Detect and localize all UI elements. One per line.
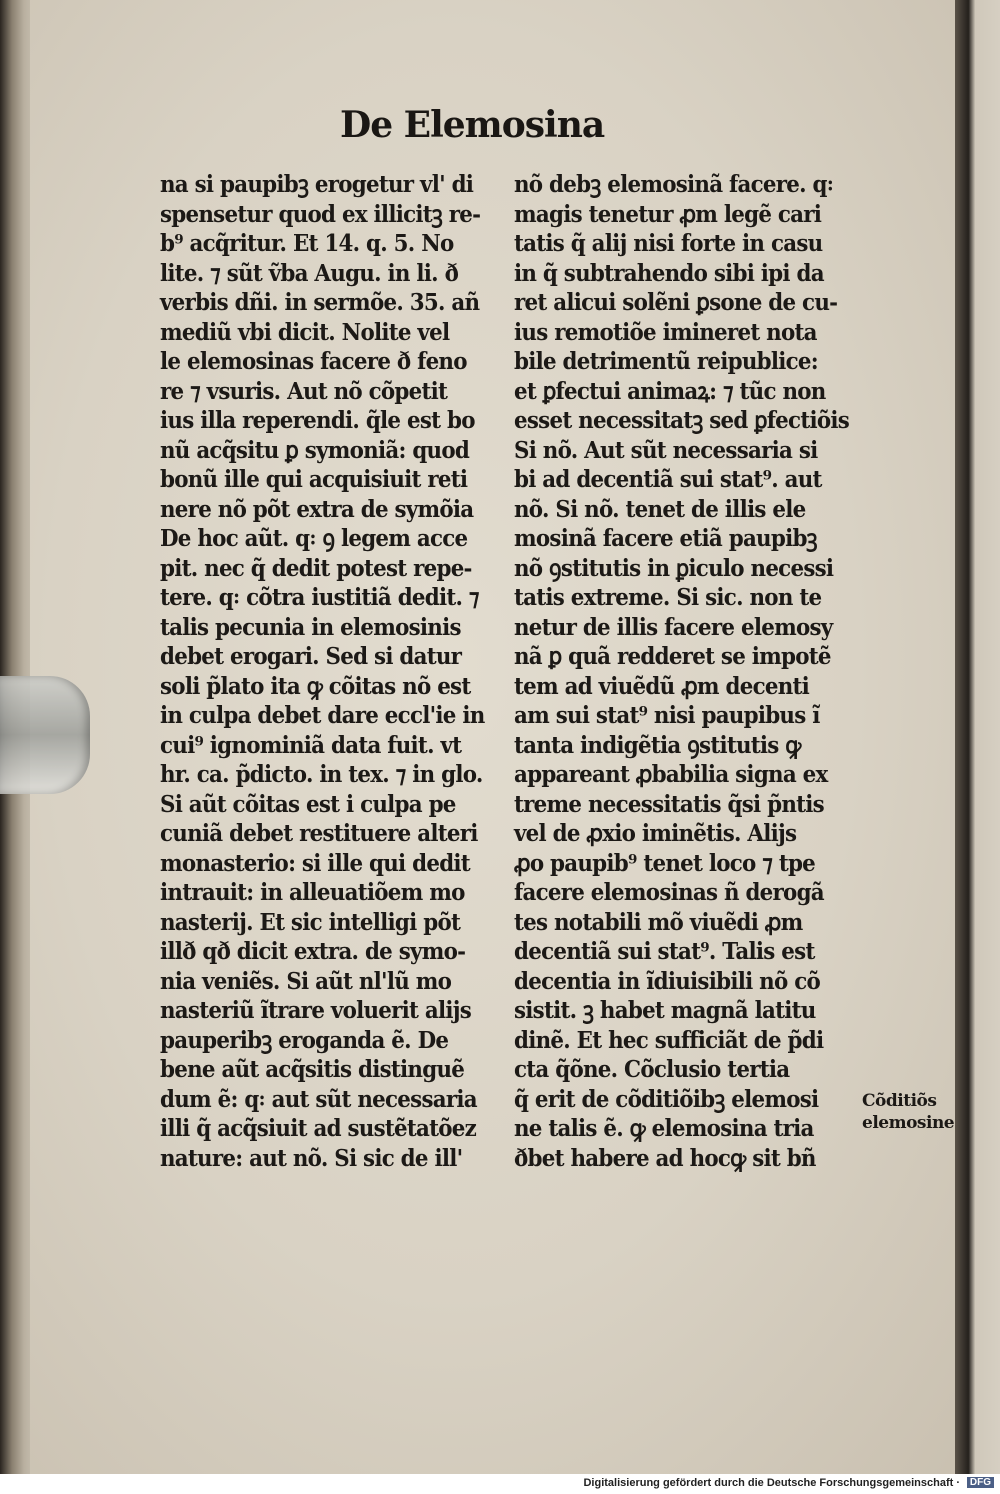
- text-line: esset necessitatꝫ sed ꝑfectiõis: [514, 407, 850, 434]
- text-line: debet erogari. Sed si datur: [160, 643, 462, 670]
- text-line: tem ad viuẽdũ ꝓm decenti: [514, 672, 810, 700]
- text-line: ret alicui solẽni ꝑsone de cu-: [514, 289, 838, 316]
- text-line: bile detrimentũ reipublice:: [514, 348, 818, 375]
- footer-bar: [0, 1474, 1000, 1494]
- text-line: dum ẽ: q꞉ aut sũt necessaria: [160, 1085, 477, 1113]
- text-line: pit. nec q̃ dedit potest repe-: [160, 554, 472, 582]
- text-line: verbis dñi. in sermõe. 35. añ: [160, 289, 480, 316]
- text-line: et ꝑfectui animaꝝ: ⁊ tũc non: [514, 377, 826, 405]
- text-line: nõ. Si nõ. tenet de illis ele: [514, 495, 806, 523]
- text-line: lite. ⁊ sũt ṽba Augu. in li. ð: [160, 259, 459, 287]
- text-line: talis pecunia in elemosinis: [160, 613, 461, 641]
- text-line: nã ꝑ quã redderet se impotẽ: [514, 643, 831, 670]
- text-line: dinẽ. Et hec sufficiãt de p̃di: [514, 1026, 824, 1054]
- text-line: mosinã facere etiã paupibꝫ: [514, 525, 817, 552]
- text-line: Si nõ. Aut sũt necessaria si: [514, 436, 818, 464]
- margin-note-line: Cõditiõs: [862, 1091, 937, 1111]
- text-line: bene aũt acq̃sitis distinguẽ: [160, 1056, 465, 1083]
- text-column-right: [514, 170, 864, 1173]
- text-line: in q̃ subtrahendo sibi ipi da: [514, 259, 824, 287]
- text-line: nature: aut nõ. Si sic de ill': [160, 1144, 463, 1172]
- text-line: le elemosinas facere ð feno: [160, 348, 467, 375]
- text-line: mediũ vbi dicit. Nolite vel: [160, 318, 450, 346]
- margin-note-line: elemosine: [862, 1113, 955, 1133]
- text-line: tere. q꞉ cõtra iustitiã dedit. ⁊: [160, 584, 479, 611]
- text-line: hr. ca. p̃dicto. in tex. ⁊ in glo.: [160, 761, 483, 788]
- text-line: tatis extreme. Si sic. non te: [514, 584, 822, 611]
- text-line: nia veniẽs. Si aũt nl'lũ mo: [160, 967, 452, 995]
- dfg-logo: DFG: [967, 1477, 994, 1488]
- text-line: illi q̃ acq̃siuit ad sustẽtatõez: [160, 1115, 477, 1142]
- text-line: nũ acq̃situ ꝑ symoniã: quod: [160, 436, 470, 464]
- funding-credit: Digitalisierung gefördert durch die Deutsche Forschungsgemeinschaft ·: [583, 1477, 960, 1489]
- text-line: am sui stat⁹ nisi paupibus ĩ: [514, 702, 820, 729]
- running-title: De Elemosina: [340, 104, 605, 146]
- text-line: tes notabili mõ viuẽdi ꝓm: [514, 908, 803, 936]
- text-line: vel de ꝓxio iminẽtis. Alijs: [514, 820, 797, 847]
- text-line: re ⁊ vsuris. Aut nõ cõpetit: [160, 377, 448, 405]
- text-line: ꝓo paupib⁹ tenet loco ⁊ tpe: [514, 849, 816, 877]
- text-line: sistit. ꝫ habet magnã latitu: [514, 997, 816, 1024]
- next-page-edge: [955, 0, 1000, 1474]
- text-line: tanta indigẽtia ꝯstitutis ꝙ: [514, 731, 801, 759]
- text-line: decentia in ĩdiuisibili nõ cõ: [514, 967, 821, 995]
- text-line: nõ ꝯstitutis in ꝑiculo necessi: [514, 554, 834, 582]
- text-line: tatis q̃ alij nisi forte in casu: [514, 230, 823, 257]
- text-line: spensetur quod ex illicitꝫ re-: [160, 200, 481, 228]
- text-line: Si aũt cõitas est i culpa pe: [160, 790, 456, 818]
- text-line: treme necessitatis q̃si p̃ntis: [514, 790, 824, 818]
- text-line: ius illa reperendi. q̃le est bo: [160, 407, 475, 434]
- text-line: q̃ erit de cõditiõibꝫ elemosi: [514, 1085, 819, 1113]
- text-line: in culpa debet dare eccl'ie in: [160, 702, 485, 729]
- text-line: cuniã debet restituere alteri: [160, 820, 478, 847]
- text-line: bonũ ille qui acquisiuit reti: [160, 466, 468, 493]
- text-line: ne talis ẽ. ꝙ elemosina tria: [514, 1115, 814, 1142]
- margin-note: [862, 1090, 954, 1134]
- text-line: facere elemosinas ñ derogã: [514, 879, 824, 906]
- text-line: na si paupibꝫ erogetur vl' di: [160, 171, 474, 198]
- book-clasp: [0, 676, 90, 794]
- text-line: pauperibꝫ eroganda ẽ. De: [160, 1026, 449, 1054]
- text-line: illð qð dicit extra. de symo-: [160, 938, 466, 965]
- text-line: soli p̃lato ita ꝙ cõitas nõ est: [160, 672, 471, 700]
- text-line: ius remotiõe imineret nota: [514, 318, 817, 346]
- text-line: intrauit: in alleuatiõem mo: [160, 879, 465, 906]
- text-line: cta q̃õne. Cõclusio tertia: [514, 1056, 790, 1083]
- text-column-left: [160, 170, 510, 1173]
- text-line: nere nõ põt extra de symõia: [160, 495, 474, 523]
- text-line: b⁹ acq̃ritur. Et 14. q. 5. No: [160, 230, 454, 257]
- text-line: ðbet habere ad hocꝙ sit bñ: [514, 1144, 816, 1172]
- text-line: decentiã sui stat⁹. Talis est: [514, 938, 815, 965]
- text-line: nasteriũ ĩtrare voluerit alijs: [160, 997, 472, 1024]
- text-line: netur de illis facere elemosy: [514, 613, 833, 641]
- text-line: nõ debꝫ elemosinã facere. q꞉: [514, 171, 834, 198]
- text-line: De hoc aũt. q꞉ ꝯ legem acce: [160, 525, 468, 552]
- text-line: bi ad decentiã sui stat⁹. aut: [514, 466, 822, 493]
- text-line: magis tenetur ꝓm legẽ cari: [514, 200, 822, 228]
- text-line: monasterio: si ille qui dedit: [160, 849, 470, 877]
- text-line: cui⁹ ignominiã data fuit. vt: [160, 731, 462, 759]
- text-line: appareant ꝓbabilia signa ex: [514, 761, 828, 788]
- text-line: nasterij. Et sic intelligi põt: [160, 908, 461, 936]
